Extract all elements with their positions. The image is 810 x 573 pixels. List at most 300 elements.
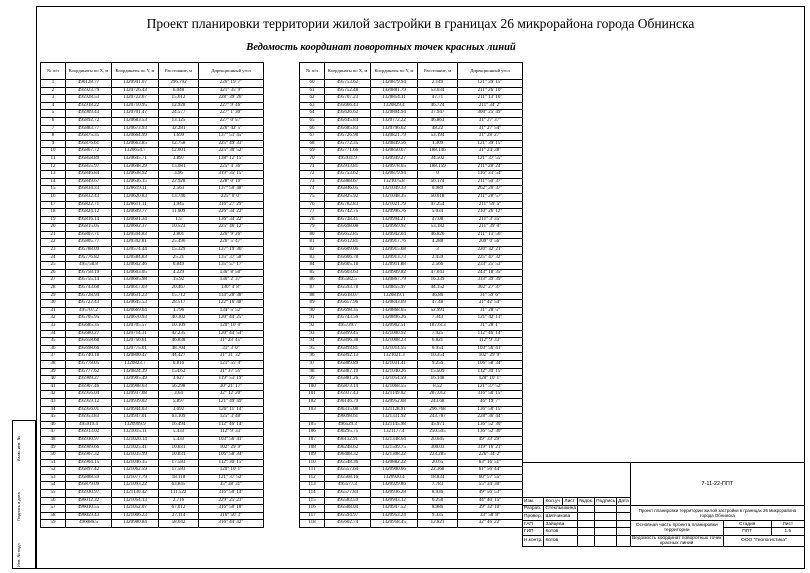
table-row	[300, 247, 523, 255]
table-cell: 5.433	[159, 429, 199, 437]
table-cell: 496295.75	[325, 429, 371, 437]
table-cell: 210° 26' 12"	[458, 209, 523, 217]
table-cell: 2.459	[418, 254, 458, 262]
table-cell: 1320849.56	[371, 140, 418, 148]
table-cell: 110	[300, 459, 325, 467]
table-cell: 31° 59' 6"	[458, 292, 523, 300]
table-cell: 243.787	[418, 414, 458, 422]
table-cell: 495685.83	[325, 125, 371, 133]
table-cell: 495919.4	[66, 421, 112, 429]
table-row	[300, 269, 523, 277]
table-cell: 496529.3	[325, 421, 371, 429]
table-cell: 24	[41, 254, 66, 262]
table-cell: 495776.82	[66, 254, 112, 262]
table-cell: 8.986	[418, 505, 458, 513]
table-cell: 121° 39' 15"	[458, 80, 523, 88]
table-cell: 1320800.47	[112, 353, 159, 361]
table-cell: 53.034	[418, 87, 458, 95]
table-row	[300, 307, 523, 315]
table-cell: 4	[41, 102, 66, 110]
table-row	[300, 444, 523, 452]
table-cell: 1321130.42	[112, 490, 159, 498]
table-cell: 67	[300, 133, 325, 141]
table-cell: 287.012	[418, 391, 458, 399]
table-cell: 495605.18	[325, 262, 371, 270]
table-cell: 211° 13' 16"	[458, 95, 523, 103]
table-row	[41, 323, 264, 331]
table-cell: 52.991	[418, 307, 458, 315]
table-cell: 250.505	[418, 429, 458, 437]
table-cell: 50	[41, 452, 66, 460]
table-cell: 10.354	[418, 353, 458, 361]
table-cell: 135° 57' 17"	[199, 262, 264, 270]
table-cell: 49° 33' 29"	[458, 436, 523, 444]
table-cell: 37.947	[418, 110, 458, 118]
table-cell: 496012.32	[66, 497, 112, 505]
table-cell: 495807.71	[66, 231, 112, 239]
table-row	[41, 163, 264, 171]
table-cell: 1320943.12	[371, 497, 418, 505]
table-cell: 1320645.71	[112, 155, 159, 163]
table-row	[300, 376, 523, 384]
table-cell: 1320636.15	[112, 178, 159, 186]
table-cell: 47.48	[418, 300, 458, 308]
table-cell: 40	[41, 376, 66, 384]
table-cell: 225° 0' 0"	[199, 193, 264, 201]
table-cell: 211° 28' 57"	[458, 193, 523, 201]
table-cell: 88	[300, 292, 325, 300]
table-cell: 1320980.84	[112, 520, 159, 528]
organization: ООО "Геологистика"	[723, 535, 804, 546]
table-cell: 1321054.59	[371, 376, 418, 384]
table-cell: 126° 11' 14"	[199, 406, 264, 414]
table-cell: 302° 27' 37"	[458, 285, 523, 293]
table-cell: 495918.22	[66, 102, 112, 110]
table-row	[41, 269, 264, 277]
table-row	[300, 406, 523, 414]
table-cell: 3.692	[159, 406, 199, 414]
table-row	[300, 467, 523, 475]
table-cell: 495771.66	[325, 148, 371, 156]
table-cell: 55	[41, 490, 66, 498]
table-cell: 32° 12' 20"	[199, 391, 264, 399]
table-cell: 0.989	[418, 186, 458, 194]
table-cell: 48	[41, 436, 66, 444]
table-cell: 108	[300, 444, 325, 452]
table-cell: 54	[41, 482, 66, 490]
table-row	[300, 102, 523, 110]
table-cell: 495907.32	[66, 452, 112, 460]
table-cell: 1320994.21	[371, 216, 418, 224]
table-cell: 495658.68	[66, 338, 112, 346]
table-cell: 495892.72	[66, 117, 112, 125]
table-row	[300, 436, 523, 444]
table-cell: 10.831	[159, 444, 199, 452]
table-cell: 35	[41, 338, 66, 346]
table-cell: 52	[41, 467, 66, 475]
table-row	[41, 436, 264, 444]
table-row	[41, 368, 264, 376]
table-cell: 1320602.46	[112, 262, 159, 270]
table-cell: 29	[41, 292, 66, 300]
table-cell: 228° 36' 44"	[458, 414, 523, 422]
table-cell: 1320929.86	[371, 482, 418, 490]
table-cell: 1320722.67	[112, 95, 159, 103]
table-cell: 495568.16	[325, 474, 371, 482]
table-cell: 225° 4' 36"	[199, 163, 264, 171]
table-cell: 1320819.1	[371, 292, 418, 300]
stamp-name: Зайцева	[544, 520, 578, 528]
table-cell: 60° 57' 55"	[458, 474, 523, 482]
column-header: Координаты по Y, м	[371, 63, 418, 80]
table-row	[41, 216, 264, 224]
table-cell: 1320609.77	[112, 209, 159, 217]
table-cell: 1321031.41	[371, 360, 418, 368]
table-cell: 1320900.66	[371, 467, 418, 475]
table-cell: 495832.43	[66, 193, 112, 201]
table-row	[41, 353, 264, 361]
table-cell: 137° 50' 48"	[199, 186, 264, 194]
table-cell: 103° 56' 41"	[458, 345, 523, 353]
table-cell: 1320952.68	[371, 398, 418, 406]
side-stamp	[12, 420, 36, 569]
table-cell: 15.92	[159, 277, 199, 285]
table-cell: 495743.68	[66, 285, 112, 293]
table-cell: 112° 30' 15"	[199, 459, 264, 467]
table-row	[300, 155, 523, 163]
table-cell: 31° 37' 55"	[199, 368, 264, 376]
table-cell: 44.152	[418, 285, 458, 293]
table-cell: 1.309	[418, 140, 458, 148]
table-cell: 1320868.65	[371, 307, 418, 315]
stage-value: ППТ	[723, 528, 771, 536]
table-cell: 101	[300, 391, 325, 399]
table-cell: 1320669.64	[112, 307, 159, 315]
table-cell: 316° 27' 29"	[199, 201, 264, 209]
table-cell: 46.86	[418, 292, 458, 300]
table-cell: 24.577	[159, 110, 199, 118]
table-cell: 1321093.22	[112, 482, 159, 490]
table-cell: 17.583	[159, 467, 199, 475]
table-cell: 496059.43	[66, 512, 112, 520]
table-cell: 31	[41, 307, 66, 315]
table-row	[41, 520, 264, 528]
table-row	[300, 216, 523, 224]
table-row	[300, 178, 523, 186]
table-row	[41, 490, 264, 498]
table-row	[41, 497, 264, 505]
stamp-col: Лист	[563, 498, 578, 506]
table-cell: 44.427	[159, 353, 199, 361]
table-cell: 495846.05	[325, 186, 371, 194]
table-cell: 77	[300, 209, 325, 217]
table-row	[300, 186, 523, 194]
table-cell: 13.746	[159, 193, 199, 201]
table-cell: 30	[41, 300, 66, 308]
table-cell: 85	[300, 269, 325, 277]
table-cell: 1320714.31	[112, 330, 159, 338]
table-cell: 229° 25' 23"	[199, 497, 264, 505]
table-cell: 11.609	[159, 209, 199, 217]
table-cell: 1320905.49	[112, 376, 159, 384]
table-cell: 46.863	[418, 117, 458, 125]
table-row	[300, 117, 523, 125]
table-cell: 120° 44' 54"	[199, 330, 264, 338]
table-cell: 116° 33' 54"	[458, 171, 523, 179]
table-cell: 136° 2' 37"	[199, 277, 264, 285]
table-cell: 68	[300, 140, 325, 148]
table-cell: 296.768	[418, 406, 458, 414]
table-cell: 6	[41, 117, 66, 125]
table-cell: 495666.43	[325, 102, 371, 110]
stamp-col: №док.	[579, 498, 594, 504]
table-cell: 31° 42' 54"	[458, 300, 523, 308]
table-cell: 56	[41, 497, 66, 505]
column-header: № п/п	[41, 63, 66, 80]
table-cell: 495557.64	[325, 467, 371, 475]
table-cell: 228° 39' 26"	[199, 95, 264, 103]
table-cell: 62	[300, 95, 325, 103]
table-row	[300, 353, 523, 361]
table-cell: 211° 34' 2"	[458, 102, 523, 110]
table-cell: 1320854.11	[371, 95, 418, 103]
table-cell: 138° 12' 15"	[199, 155, 264, 163]
table-cell: 53.194	[418, 133, 458, 141]
table-cell: 495738.41	[325, 216, 371, 224]
table-cell: 1320947.01	[112, 414, 159, 422]
side-label: Взам. инв. №	[16, 436, 21, 461]
table-cell: 1320953.24	[371, 512, 418, 520]
table-cell: 1321509.75	[371, 444, 418, 452]
table-cell: 13.125	[159, 117, 199, 125]
table-cell: 39	[41, 368, 66, 376]
table-cell: 31° 27' 37"	[458, 117, 523, 125]
table-row	[300, 330, 523, 338]
table-cell: 495825.92	[325, 193, 371, 201]
table-cell: 300° 25' 49"	[458, 110, 523, 118]
table-row	[300, 133, 523, 141]
table-cell: 495883.77	[66, 125, 112, 133]
table-cell: 37	[41, 353, 66, 361]
table-cell: 1321128.91	[371, 406, 418, 414]
part-name: Основная часть проекта планировки территории	[630, 520, 723, 535]
table-cell: 1320654.7	[112, 148, 159, 156]
stamp-role: Провер.	[523, 513, 544, 521]
table-row	[41, 277, 264, 285]
table-cell: 1320584.83	[112, 254, 159, 262]
table-cell: 6.258	[418, 497, 458, 505]
table-cell: 30° 21' 17"	[199, 383, 264, 391]
table-cell: 46° 19' 7"	[458, 398, 523, 406]
table-cell: 211° 13' 56"	[458, 231, 523, 239]
table-row	[41, 110, 264, 118]
table-cell: 495909.27	[66, 376, 112, 384]
table-cell: 1320879.94	[371, 80, 418, 88]
table-cell: 1321040.26	[371, 368, 418, 376]
table-cell: 1321077.79	[112, 474, 159, 482]
table-row	[41, 345, 264, 353]
table-cell: 1320896.26	[371, 315, 418, 323]
table-cell: 1.5	[159, 216, 199, 224]
table-cell: 47.254	[418, 201, 458, 209]
table-cell: 496146.79	[325, 398, 371, 406]
table-cell: 495913.81	[325, 163, 371, 171]
table-cell: 121° 37' 52"	[199, 474, 264, 482]
table-cell: 495752.48	[325, 87, 371, 95]
table-title: Ведомость координат поворотных точек красных линий	[246, 42, 516, 53]
table-row	[41, 452, 264, 460]
table-cell: 1320996.76	[371, 209, 418, 217]
table-cell: 495822.71	[66, 201, 112, 209]
table-cell: 1321149.02	[371, 391, 418, 399]
table-row	[300, 474, 523, 482]
table-cell: 3	[41, 95, 66, 103]
table-cell: 46.838	[159, 338, 199, 346]
table-cell: 47.71	[418, 95, 458, 103]
table-row	[300, 148, 523, 156]
table-row	[41, 254, 264, 262]
table-cell: 4.288	[418, 239, 458, 247]
table-cell: 496248.62	[325, 444, 371, 452]
table-cell: 495728.94	[66, 292, 112, 300]
table-row	[41, 171, 264, 179]
table-cell: 495899.45	[325, 330, 371, 338]
column-header: Дирекционный угол	[458, 63, 523, 80]
table-cell: 1321075.8	[371, 178, 418, 186]
table-cell: 65	[300, 117, 325, 125]
table-cell: 1320619.11	[112, 186, 159, 194]
table-row	[41, 505, 264, 513]
table-cell: 495888.59	[66, 474, 112, 482]
table-cell: 20.65	[418, 459, 458, 467]
table-cell: 495606.78	[325, 254, 371, 262]
table-cell: 319° 16' 21"	[458, 444, 523, 452]
table-cell: 21	[41, 231, 66, 239]
table-row	[41, 444, 264, 452]
table-cell: 495594.97	[325, 512, 371, 520]
table-cell: 495680.27	[66, 330, 112, 338]
table-cell: 59	[41, 520, 66, 528]
table-cell: 12.821	[418, 520, 458, 528]
table-cell: 243.68	[418, 398, 458, 406]
stamp-name: Шипчикова	[544, 513, 578, 521]
column-header: Расстояние, м	[159, 63, 199, 80]
stamp-role: Разраб.	[523, 505, 544, 513]
table-cell: 226° 34' 2"	[458, 452, 523, 460]
table-cell: 0.849	[159, 262, 199, 270]
column-header: Координаты по X, м	[66, 63, 112, 80]
table-cell: 495742.75	[325, 209, 371, 217]
table-cell: 20.467	[159, 285, 199, 293]
table-cell: 22.928	[159, 178, 199, 186]
table-row	[300, 262, 523, 270]
table-cell: 1320947.52	[371, 505, 418, 513]
table-row	[300, 459, 523, 467]
table-cell: 1321308.22	[371, 452, 418, 460]
table-cell: 5.897	[159, 398, 199, 406]
table-cell: 495909.66	[66, 444, 112, 452]
table-cell: 120° 10' 0"	[199, 323, 264, 331]
table-cell: 107	[300, 436, 325, 444]
table-cell: 1320701.47	[112, 110, 159, 118]
table-cell: 91	[300, 315, 325, 323]
table-cell: 78	[300, 216, 325, 224]
table-cell: 46.724	[418, 102, 458, 110]
table-cell: 31° 27' 54"	[458, 125, 523, 133]
table-cell: 10.831	[159, 452, 199, 460]
table-cell: 1320601.34	[112, 216, 159, 224]
table-cell: 86	[300, 277, 325, 285]
table-cell: 495740.18	[66, 353, 112, 361]
table-cell: 495959.12	[66, 398, 112, 406]
table-row	[41, 421, 264, 429]
table-cell: 1320648.29	[112, 163, 159, 171]
table-cell: 102° 29' 9"	[199, 444, 264, 452]
table-row	[300, 338, 523, 346]
table-row	[300, 239, 523, 247]
table-cell: 47.08	[418, 216, 458, 224]
table-row	[41, 262, 264, 270]
table-cell: 495652.85	[325, 231, 371, 239]
table-cell: 64	[300, 110, 325, 118]
table-row	[300, 125, 523, 133]
table-row	[300, 87, 523, 95]
table-cell: 495753.62	[325, 80, 371, 88]
table-cell: 31° 28' 5"	[458, 307, 523, 315]
table-cell: 47	[41, 429, 66, 437]
stamp-role: ГИП	[523, 528, 544, 536]
table-cell: 0.816	[159, 360, 199, 368]
table-cell: 1321008.23	[371, 338, 418, 346]
table-cell: 227° 0' 57"	[199, 117, 264, 125]
table-row	[300, 414, 523, 422]
table-row	[41, 87, 264, 95]
table-row	[300, 140, 523, 148]
table-cell: 1320683.53	[112, 117, 159, 125]
table-cell: 34.502	[418, 155, 458, 163]
table-cell: 106° 58' 34"	[199, 452, 264, 460]
table-row	[41, 383, 264, 391]
table-cell: 7.783	[418, 482, 458, 490]
table-cell: 496128.77	[66, 80, 112, 88]
table-cell: 80	[300, 231, 325, 239]
table-cell: 1321049.33	[371, 186, 418, 194]
table-cell: 1321021.3	[371, 353, 418, 361]
table-cell: 1320936.28	[371, 490, 418, 498]
column-header: № п/п	[300, 63, 325, 80]
table-cell: 496086.5	[66, 520, 112, 528]
table-cell: 1321025.41	[112, 444, 159, 452]
table-cell: 1321046.35	[112, 459, 159, 467]
table-cell: 225° 47' 32"	[458, 254, 523, 262]
table-row	[41, 186, 264, 194]
table-cell: 90	[300, 307, 325, 315]
table-cell: 225° 49' 33"	[199, 140, 264, 148]
table-cell: 495788.09	[66, 247, 112, 255]
table-cell: 495618.07	[325, 292, 371, 300]
table-cell: 495577.3	[325, 482, 371, 490]
table-cell: 18	[41, 209, 66, 217]
table-cell: 1320617.03	[112, 285, 159, 293]
table-cell: 33	[41, 323, 66, 331]
table-cell: 118	[300, 520, 325, 528]
table-cell: 48.704	[159, 345, 199, 353]
table-cell: 1320663.85	[112, 140, 159, 148]
table-cell: 81	[300, 239, 325, 247]
table-cell: 495782.83	[325, 201, 371, 209]
table-cell: 495698.35	[325, 307, 371, 315]
table-row	[41, 292, 264, 300]
